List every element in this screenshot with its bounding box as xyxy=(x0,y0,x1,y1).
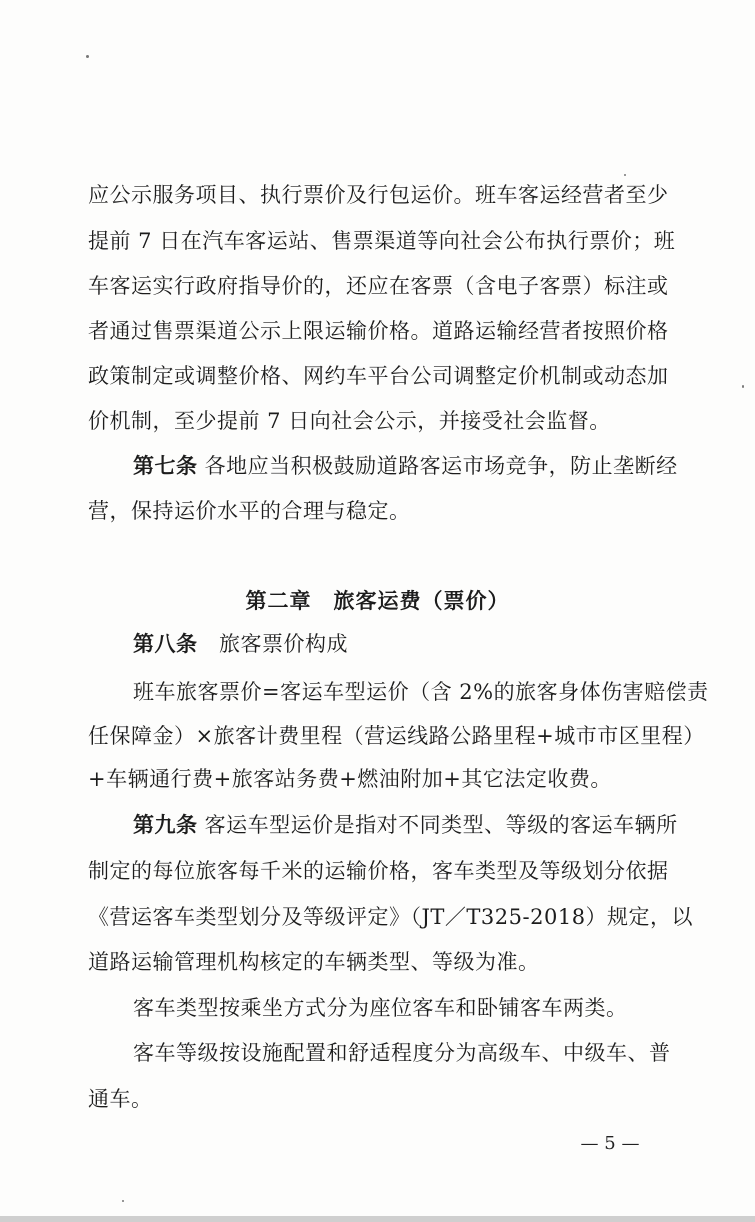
body-line: 客车等级按设施配置和舒适程度分为高级车、中级车、普 xyxy=(133,1041,671,1065)
body-line: 通车。 xyxy=(88,1087,153,1111)
chapter-title: 第二章 旅客运费（票价） xyxy=(245,588,510,613)
formula-line: 任保障金）×旅客计费里程（营运线路公路里程+城市市区里程） xyxy=(88,724,705,748)
page-number: — 5 — xyxy=(580,1133,640,1154)
scan-speck xyxy=(86,55,89,58)
article-8-label: 第八条 xyxy=(133,631,198,656)
formula-line: +车辆通行费+旅客站务费+燃油附加+其它法定收费。 xyxy=(88,767,612,791)
scan-speck xyxy=(122,1200,124,1202)
article-8 xyxy=(133,629,660,659)
body-line: 营，保持运价水平的合理与稳定。 xyxy=(88,499,411,523)
article-7-label: 第七条 xyxy=(133,453,198,478)
scan-speck xyxy=(624,174,626,176)
scan-edge xyxy=(0,1216,755,1222)
body-line: 者通过售票渠道公示上限运输价格。道路运输经营者按照价格 xyxy=(88,319,669,343)
body-line: 车客运实行政府指导价的，还应在客票（含电子客票）标注或 xyxy=(88,274,669,298)
scan-speck xyxy=(742,385,744,388)
body-line: 价机制，至少提前 7 日向社会公示，并接受社会监督。 xyxy=(88,409,611,433)
article-8-text: 旅客票价构成 xyxy=(197,632,348,656)
article-9-text: 客运车型运价是指对不同类型、等级的客运车辆所 xyxy=(197,813,678,837)
article-7-text: 各地应当积极鼓励道路客运市场竞争，防止垄断经 xyxy=(197,454,678,478)
body-line: 《营运客车类型划分及等级评定》（JT／T325-2018）规定，以 xyxy=(88,905,694,929)
article-7 xyxy=(133,451,678,481)
body-line: 政策制定或调整价格、网约车平台公司调整定价机制或动态加 xyxy=(88,364,669,388)
body-line: 客车类型按乘坐方式分为座位客车和卧铺客车两类。 xyxy=(133,996,628,1020)
article-9 xyxy=(133,810,678,840)
body-line: 提前 7 日在汽车客运站、售票渠道等向社会公布执行票价；班 xyxy=(88,229,676,253)
body-line: 应公示服务项目、执行票价及行包运价。班车客运经营者至少 xyxy=(88,183,669,207)
body-line: 道路运输管理机构核定的车辆类型、等级为准。 xyxy=(88,950,540,974)
formula-line: 班车旅客票价=客运车型运价（含 2%的旅客身体伤害赔偿责 xyxy=(133,680,709,704)
body-line: 制定的每位旅客每千米的运输价格，客车类型及等级划分依据 xyxy=(88,859,669,883)
article-9-label: 第九条 xyxy=(133,812,198,837)
